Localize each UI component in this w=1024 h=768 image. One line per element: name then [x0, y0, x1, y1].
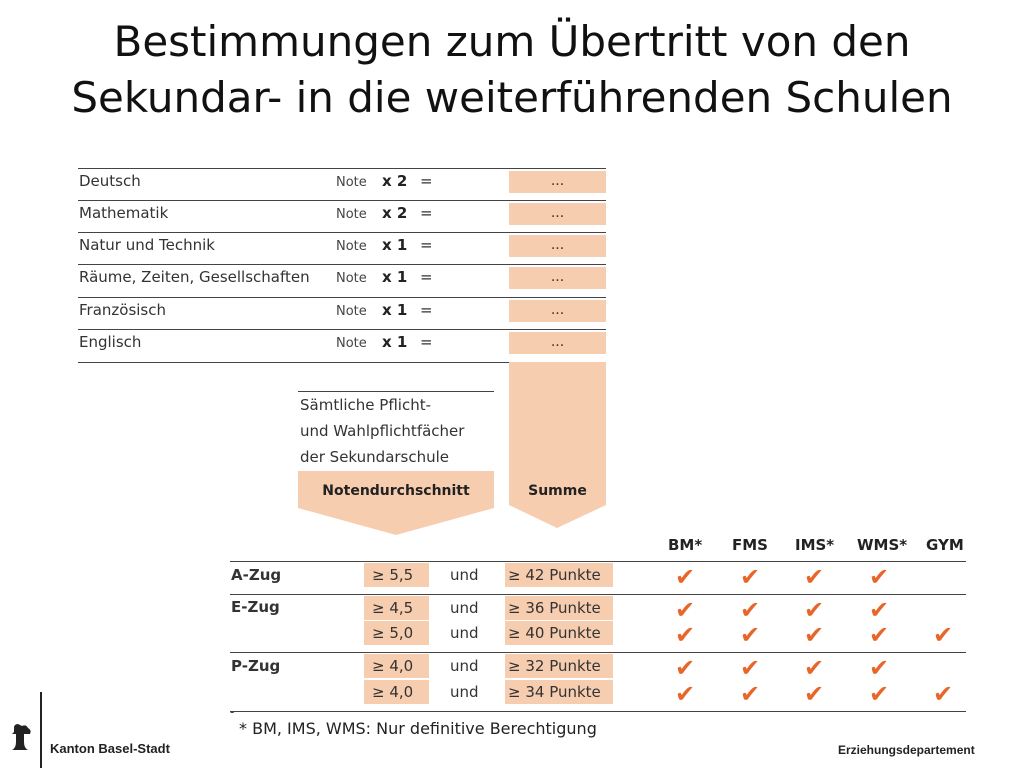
subject-name: Mathematik [79, 204, 169, 222]
logo-text: Kanton Basel-Stadt [50, 741, 170, 756]
zug-name-a: A-Zug [231, 566, 282, 584]
equals-sign: = [420, 236, 433, 254]
note-label: Note [336, 271, 367, 286]
pflicht-line: der Sekundarschule [300, 448, 450, 466]
checkmark-icon: ✔ [740, 654, 761, 682]
checkmark-icon: ✔ [869, 596, 890, 624]
equals-sign: = [420, 204, 433, 222]
equals-sign: = [420, 172, 433, 190]
multiplier: x 2 [382, 204, 408, 222]
checkmark-icon: ✔ [869, 680, 890, 708]
pflicht-line: Sämtliche Pflicht- [300, 396, 432, 414]
notendurchschnitt-arrow [298, 471, 495, 537]
grade-cell: ≥ 4,0 [364, 654, 429, 678]
subject-name: Räume, Zeiten, Gesellschaften [79, 268, 310, 286]
points-cell: ≥ 32 Punkte [505, 654, 613, 678]
subject-name: Englisch [79, 333, 142, 351]
note-label: Note [336, 175, 367, 190]
checkmark-icon: ✔ [740, 563, 761, 591]
checkmark-icon: ✔ [804, 621, 825, 649]
equals-sign: = [420, 301, 433, 319]
zug-divider [230, 594, 966, 595]
title-line-1: Bestimmungen zum Übertritt von den [113, 17, 911, 66]
subject-row [78, 297, 606, 330]
result-cell: ... [509, 332, 606, 354]
checkmark-icon: ✔ [740, 680, 761, 708]
result-cell: ... [509, 203, 606, 225]
checkmark-icon: ✔ [675, 680, 696, 708]
points-cell: ≥ 36 Punkte [505, 596, 613, 620]
und-label: und [450, 624, 479, 642]
note-label: Note [336, 304, 367, 319]
result-cell: ... [509, 235, 606, 257]
subject-name: Deutsch [79, 172, 141, 190]
points-cell: ≥ 34 Punkte [505, 680, 613, 704]
pflicht-line: und Wahlpflichtfächer [300, 422, 465, 440]
zug-divider [230, 711, 966, 712]
grade-cell: ≥ 5,5 [364, 563, 429, 587]
checkmark-icon: ✔ [675, 596, 696, 624]
page-title [0, 14, 1024, 126]
header-fms: FMS [732, 536, 768, 554]
checkmark-icon: ✔ [869, 654, 890, 682]
und-label: und [450, 657, 479, 675]
checkmark-icon: ✔ [740, 596, 761, 624]
checkmark-icon: ✔ [675, 563, 696, 591]
checkmark-icon: ✔ [740, 621, 761, 649]
grade-cell: ≥ 4,0 [364, 680, 429, 704]
grade-cell: ≥ 5,0 [364, 621, 429, 645]
checkmark-icon: ✔ [933, 621, 954, 649]
checkmark-icon: ✔ [933, 680, 954, 708]
note-label: Note [336, 336, 367, 351]
checkmark-icon: ✔ [804, 596, 825, 624]
zug-name-e: E-Zug [231, 598, 280, 616]
und-label: und [450, 566, 479, 584]
checkmark-icon: ✔ [804, 654, 825, 682]
department-label: Erziehungsdepartement [838, 743, 975, 757]
header-bm: BM* [668, 536, 703, 554]
note-label: Note [336, 207, 367, 222]
zug-name-p: P-Zug [231, 657, 281, 675]
basel-crest-icon [10, 722, 34, 756]
equals-sign: = [420, 333, 433, 351]
notendurchschnitt-label: Notendurchschnitt [322, 483, 470, 499]
checkmark-icon: ✔ [869, 621, 890, 649]
footer-divider [40, 692, 42, 768]
subject-row [78, 200, 606, 233]
subject-row [78, 168, 606, 201]
pflicht-box [298, 391, 494, 472]
multiplier: x 1 [382, 333, 408, 351]
summe-arrow [509, 362, 607, 532]
footnote-dash: - [230, 705, 235, 719]
subject-name: Natur und Technik [79, 236, 215, 254]
points-cell: ≥ 42 Punkte [505, 563, 613, 587]
result-cell: ... [509, 267, 606, 289]
subject-row [78, 329, 606, 362]
multiplier: x 1 [382, 236, 408, 254]
multiplier: x 2 [382, 172, 408, 190]
checkmark-icon: ✔ [869, 563, 890, 591]
header-ims: IMS* [795, 536, 835, 554]
subject-row [78, 264, 606, 297]
equals-sign: = [420, 268, 433, 286]
summe-label: Summe [528, 483, 587, 499]
zug-divider [230, 652, 966, 653]
checkmark-icon: ✔ [675, 654, 696, 682]
multiplier: x 1 [382, 301, 408, 319]
checkmark-icon: ✔ [675, 621, 696, 649]
title-line-2: Sekundar- in die weiterführenden Schulen [71, 73, 953, 122]
points-cell: ≥ 40 Punkte [505, 621, 613, 645]
result-cell: ... [509, 171, 606, 193]
checkmark-icon: ✔ [804, 680, 825, 708]
note-label: Note [336, 239, 367, 254]
header-wms: WMS* [857, 536, 908, 554]
checkmark-icon: ✔ [804, 563, 825, 591]
header-gym: GYM [926, 536, 964, 554]
subject-row [78, 232, 606, 265]
result-cell: ... [509, 300, 606, 322]
und-label: und [450, 599, 479, 617]
und-label: und [450, 683, 479, 701]
zug-divider [230, 561, 966, 562]
grade-cell: ≥ 4,5 [364, 596, 429, 620]
footnote: * BM, IMS, WMS: Nur definitive Berechtigung [239, 719, 597, 738]
multiplier: x 1 [382, 268, 408, 286]
subject-name: Französisch [79, 301, 167, 319]
